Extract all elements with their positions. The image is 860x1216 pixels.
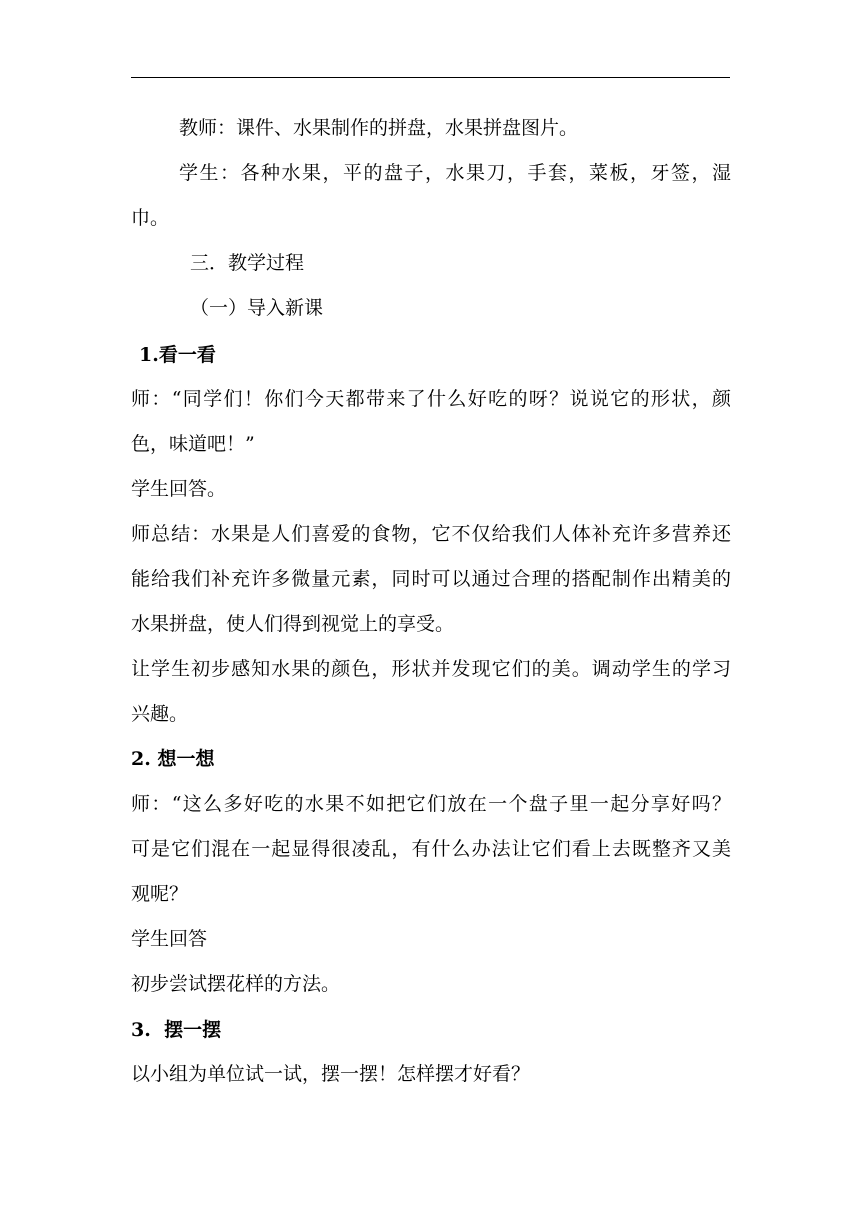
teacher-question-line2: 色，味道吧！” (131, 433, 255, 455)
teacher-summary-line1: 师总结：水果是人们喜爱的食物，它不仅给我们人体补充许多营养还 (131, 523, 731, 545)
goal-line1: 让学生初步感知水果的颜色，形状并发现它们的美。调动学生的学习 (131, 658, 731, 680)
teacher-summary-line2: 能给我们补充许多微量元素，同时可以通过合理的搭配制作出精美的 (131, 568, 731, 590)
teacher-question2-line1: 师：“这么多好吃的水果不如把它们放在一个盘子里一起分享好吗？ (131, 793, 731, 815)
materials-student-line1: 学生：各种水果，平的盘子，水果刀，手套，菜板，牙签，湿 (179, 162, 731, 184)
goal-line2: 兴趣。 (131, 703, 189, 725)
teacher-summary-line3: 水果拼盘，使人们得到视觉上的享受。 (131, 613, 455, 635)
teacher-question-line1: 师：“同学们！你们今天都带来了什么好吃的呀？说说它的形状，颜 (131, 388, 731, 410)
step-heading-look: 1.看一看 (139, 344, 216, 366)
section-heading-teaching-process: 三．教学过程 (190, 252, 305, 274)
teacher-question2-line2: 可是它们混在一起显得很凌乱，有什么办法让它们看上去既整齐又美 (131, 838, 731, 860)
student-answer-2: 学生回答 (131, 928, 208, 950)
header-rule (131, 77, 730, 78)
subsection-heading-intro: （一）导入新课 (190, 297, 324, 319)
try-arrangement: 初步尝试摆花样的方法。 (131, 973, 341, 995)
step-heading-think: 2. 想一想 (131, 748, 215, 770)
teacher-question2-line3: 观呢？ (131, 883, 189, 905)
student-answer: 学生回答。 (131, 478, 227, 500)
group-activity: 以小组为单位试一试，摆一摆！怎样摆才好看？ (131, 1063, 531, 1085)
step-heading-arrange: 3. 摆一摆 (131, 1019, 222, 1041)
materials-student-line2: 巾。 (131, 207, 170, 229)
materials-teacher: 教师：课件、水果制作的拼盘，水果拼盘图片。 (179, 117, 579, 139)
